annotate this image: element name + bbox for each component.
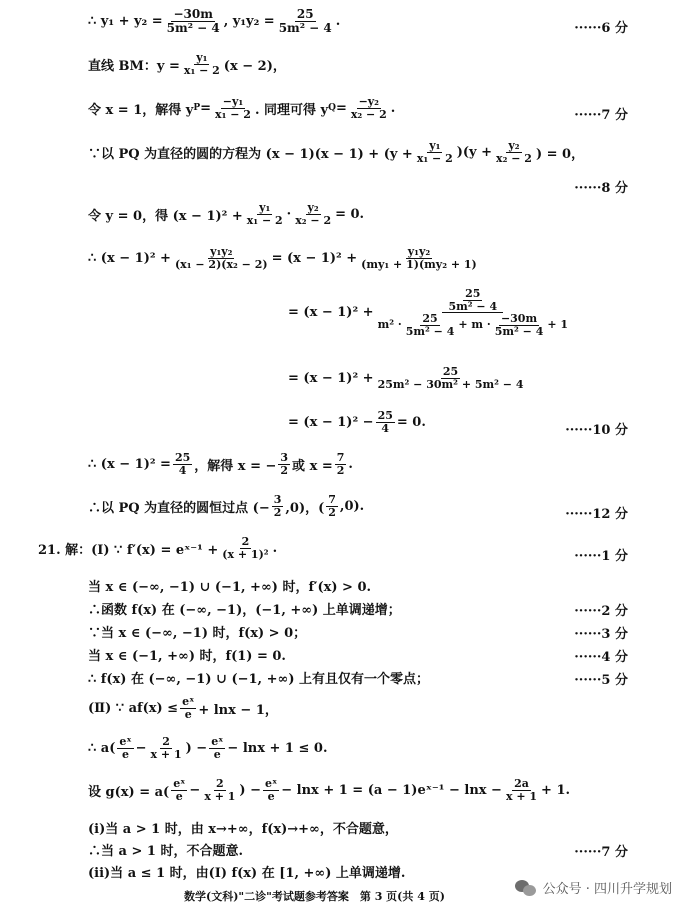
fraction: $\frac{\text{y₁}}{\text{x₁ − 2}}$ bbox=[246, 201, 283, 227]
step-f1-zero: 当 x ∈ (−1, +∞) 时，f(1) = 0. bbox=[88, 649, 286, 664]
fraction: $\frac{\text{y₁}}{\text{x₁ − 2}}$ bbox=[416, 139, 453, 165]
complex-fraction: $\frac{25}{\text{5m² − 4}}$ m² · $\frac{25}{\text{5m² − 4}}$ + m · $\frac{-30m}{\text{5m² − 4}}$ + 1 bbox=[377, 287, 569, 338]
score-5: ······5 分 bbox=[574, 673, 628, 688]
eq-simplified: = (x − 1)² + $\frac{25}{\text{25m² − 30m² + 5m² − 4}}$ bbox=[288, 365, 524, 391]
define-g: 设 g(x) = a( $\frac{\text{eˣ}}{e}$ − $\frac{2}{x + 1}$ ) − $\frac{\text{eˣ}}{e}$ − lnx + 1 = (a − 1)eˣ⁻¹ − lnx − $\frac{2a}{x + 1}$ + 1. bbox=[88, 777, 571, 803]
part2-rearranged: ∴ a( $\frac{\text{eˣ}}{e}$ − $\frac{2}{x + 1}$ ) − $\frac{\text{eˣ}}{e}$ − lnx + 1 ≤ 0. bbox=[88, 735, 328, 761]
line-bm: 直线 BM：y = $\frac{\text{y₁}}{\text{x₁ − 2}}$ (x − 2)， bbox=[88, 51, 286, 77]
fraction: $\frac{25}{\text{5m² − 4}}$ bbox=[448, 287, 498, 313]
score-2: ······2 分 bbox=[574, 604, 628, 619]
fraction: $\frac{2}{x + 1}$ bbox=[150, 735, 182, 761]
eq-sum-product: ∴ y₁ + y₂ = $\frac{-30m}{\text{5m² − 4}}$ , y₁y₂ = $\frac{25}{\text{5m² − 4}}$ . bbox=[88, 7, 341, 35]
fraction: $\frac{-30m}{\text{5m² − 4}}$ bbox=[494, 312, 544, 338]
score-12: ······12 分 bbox=[565, 507, 628, 522]
fraction: $\frac{25}{\text{25m² − 30m² + 5m² − 4}}$ bbox=[377, 365, 524, 391]
fraction: $\frac{\text{eˣ}}{e}$ bbox=[211, 735, 224, 761]
score-4: ······4 分 bbox=[574, 650, 628, 665]
case-i: (i)当 a > 1 时，由 x→+∞，f(x)→+∞，不合题意， bbox=[88, 822, 398, 837]
step-one-zero: ∴ f(x) 在 (−∞, −1) ∪ (−1, +∞) 上有且仅有一个零点； bbox=[88, 672, 429, 687]
fraction: $\frac{\text{y₂}}{\text{x₂ − 2}}$ bbox=[295, 201, 332, 227]
fraction: $\frac{25}{4}$ bbox=[377, 409, 393, 435]
case-i-conclusion: ∴当 a > 1 时，不合题意. bbox=[88, 844, 243, 859]
score-8: ······8 分 bbox=[574, 181, 628, 196]
score-7b: ······7 分 bbox=[574, 845, 628, 860]
fraction: $\frac{\text{−y₁}}{\text{x₁ − 2}}$ bbox=[215, 95, 251, 121]
fraction: $\frac{3}{2}$ bbox=[273, 493, 282, 519]
score-3: ······3 分 bbox=[574, 627, 628, 642]
fraction: $\frac{\text{eˣ}}{e}$ bbox=[265, 777, 278, 803]
fraction: $\frac{\text{y₂}}{\text{x₂ − 2}}$ bbox=[496, 139, 532, 165]
eq-complex-fraction: = (x − 1)² + $\frac{25}{\text{5m² − 4}}$ m² · $\frac{25}{\text{5m² − 4}}$ + m · $\frac{-30m}{\text{5m² − 4}}$ + 1 bbox=[288, 287, 569, 338]
step-positive-f: ∵当 x ∈ (−∞, −1) 时，f(x) > 0； bbox=[88, 626, 307, 641]
conclusion-fixed-points: ∴以 PQ 为直径的圆恒过点 (− $\frac{3}{2}$ ,0)，( $\frac{7}{2}$ ,0). bbox=[88, 493, 365, 519]
fraction: $\frac{\text{y₁y₂}}{\text{(my₁ + 1)(my₂ + 1)}}$ bbox=[361, 245, 477, 271]
step-increasing: ∴函数 f(x) 在 (−∞, −1)，(−1, +∞) 上单调递增； bbox=[88, 603, 401, 618]
watermark-text: 公众号 · 四川升学规划 bbox=[542, 882, 672, 897]
fraction: $\frac{25}{\text{5m² − 4}}$ bbox=[405, 312, 455, 338]
fraction: $\frac{\text{−y₂}}{\text{x₂ − 2}}$ bbox=[350, 95, 387, 121]
fraction: $\frac{7}{2}$ bbox=[328, 493, 336, 519]
eq-final: = (x − 1)² − $\frac{25}{4}$ = 0. bbox=[288, 409, 426, 435]
score-6: ······6 分 bbox=[574, 21, 628, 36]
fraction: $\frac{3}{2}$ bbox=[280, 451, 289, 477]
eq-y-zero: 令 y = 0，得 (x − 1)² + $\frac{\text{y₁}}{\text{x₁ − 2}}$ · $\frac{\text{y₂}}{\text{x₂ − 2}}$ = 0. bbox=[88, 201, 365, 227]
step-positive-derivative: 当 x ∈ (−∞, −1) ∪ (−1, +∞) 时，f′(x) > 0. bbox=[88, 580, 372, 595]
fraction: $\frac{\text{y₁y₂}}{\text{(x₁ − 2)(x₂ − 2)}}$ bbox=[174, 245, 268, 271]
part2-inequality: (Ⅱ) ∵ af(x) ≤ $\frac{\text{eˣ}}{e}$ + lnx − 1， bbox=[88, 695, 278, 721]
fraction: $\frac{\text{eˣ}}{e}$ bbox=[182, 695, 195, 721]
eq-solve-x: ∴ (x − 1)² = $\frac{25}{4}$ ，解得 x = − $\frac{3}{2}$ 或 x = $\frac{7}{2}$ . bbox=[88, 451, 353, 477]
fraction: $\frac{\text{y₁}}{\text{x₁ − 2}}$ bbox=[183, 51, 220, 77]
watermark bbox=[515, 878, 672, 897]
fraction: $\frac{\text{eˣ}}{e}$ bbox=[173, 777, 186, 803]
fraction: $\frac{2}{x + 1}$ bbox=[204, 777, 236, 803]
q21-derivative: 21. 解：(Ⅰ) ∵ f′(x) = eˣ⁻¹ + $\frac{2}{\text{(x + 1)²}}$ . bbox=[38, 535, 278, 561]
fraction: $\frac{7}{2}$ bbox=[336, 451, 345, 477]
fraction: $\frac{-30m}{\text{5m² − 4}}$ bbox=[166, 7, 220, 35]
case-ii: (ii)当 a ≤ 1 时，由(Ⅰ) f(x) 在 [1, +∞) 上单调递增. bbox=[88, 866, 406, 881]
circle-equation: ∵以 PQ 为直径的圆的方程为 (x − 1)(x − 1) + (y + $\frac{\text{y₁}}{\text{x₁ − 2}}$ )(y + $\frac{\text{y₂}}{\text{x₂ − 2}}$ ) = 0， bbox=[88, 139, 585, 165]
eq-yp-yq: 令 x = 1，解得 y P = $\frac{\text{−y₁}}{\text{x₁ − 2}}$ . 同理可得 y Q = $\frac{\text{−y₂}}{\text{x₂ − 2}}$ . bbox=[88, 95, 396, 121]
fraction: $\frac{\text{eˣ}}{e}$ bbox=[119, 735, 132, 761]
page-footer: 数学(文科)"二诊"考试题参考答案 第 3 页(共 4 页) bbox=[184, 890, 445, 903]
fraction: $\frac{25}{4}$ bbox=[174, 451, 191, 477]
fraction: $\frac{2a}{x + 1}$ bbox=[505, 777, 538, 803]
fraction: $\frac{25}{\text{5m² − 4}}$ bbox=[278, 7, 332, 35]
wechat-icon bbox=[515, 880, 537, 896]
score-1: ······1 分 bbox=[574, 549, 628, 564]
score-7: ······7 分 bbox=[574, 108, 628, 123]
fraction: $\frac{2}{\text{(x + 1)²}}$ bbox=[222, 535, 269, 561]
score-10: ······10 分 bbox=[565, 423, 628, 438]
eq-expand: ∴ (x − 1)² + $\frac{\text{y₁y₂}}{\text{(x₁ − 2)(x₂ − 2)}}$ = (x − 1)² + $\frac{\text{y₁y₂}}{\text{(my₁ + 1)(my₂ + 1)}}$ bbox=[88, 245, 477, 271]
